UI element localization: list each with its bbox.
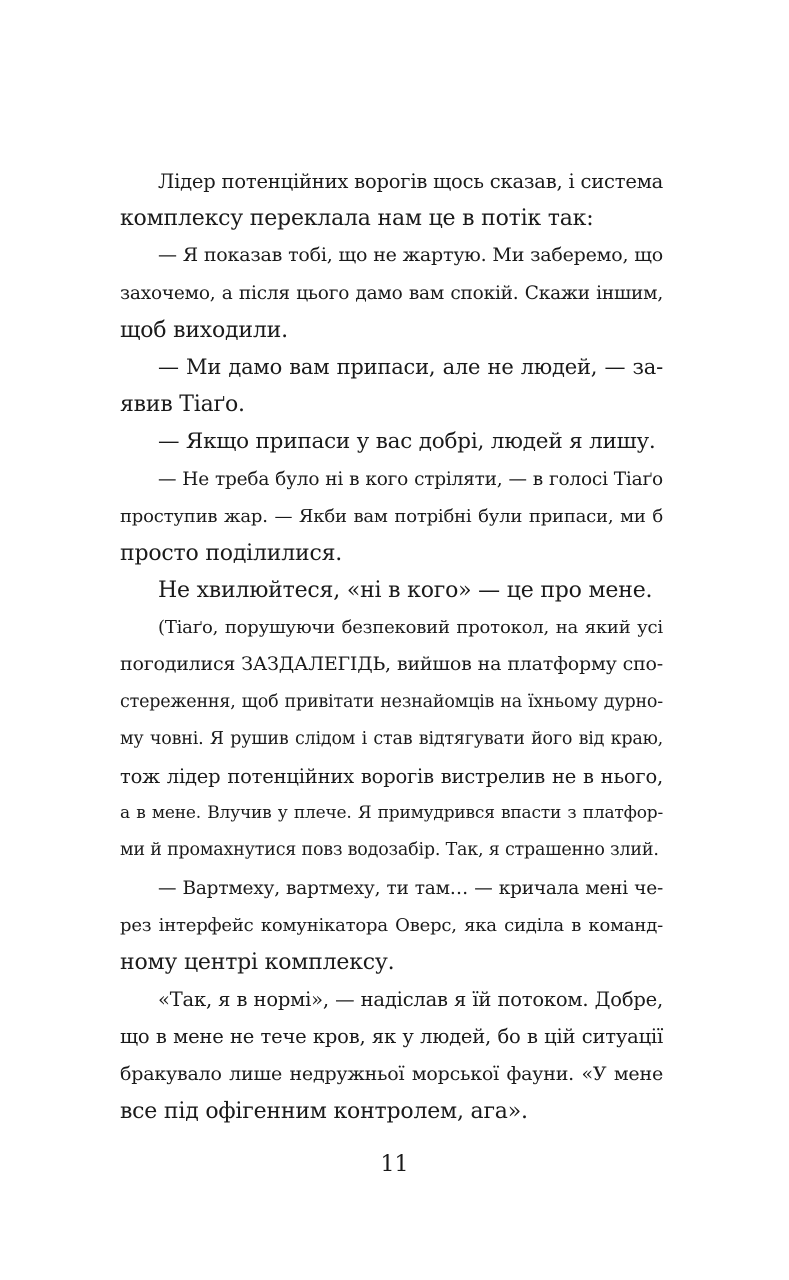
text-line: рез інтерфейс комунікатора Оверс, яка сиділа в команд- — [120, 914, 663, 936]
text-line: щоб виходили. — [120, 317, 288, 343]
text-line: — Якщо припаси у вас добрі, людей я лишу. — [158, 429, 656, 455]
text-line: (Тіаґо, порушуючи безпековий протокол, на який усі — [158, 617, 663, 639]
text-line: му човні. Я рушив слідом і став відтягувати його від краю, — [120, 728, 663, 749]
text-line: «Так, я в нормі», — надіслав я їй потоком. Добре, — [158, 988, 663, 1012]
text-line: стереження, щоб привітати незнайомців на їхньому дурно- — [120, 691, 663, 712]
text-line: Лідер потенційних ворогів щось сказав, і система — [158, 170, 664, 193]
text-line: — Вартмеху, вартмеху, ти там… — кричала мені че- — [158, 877, 663, 899]
text-line: — Не треба було ні в кого стріляти, — в голосі Тіаґо — [158, 468, 663, 490]
text-line: все під офігенним контролем, ага». — [120, 1098, 528, 1124]
page-number: 11 — [380, 1152, 409, 1177]
text-line: а в мене. Влучив у плече. Я примудрився впасти з платфор- — [120, 803, 663, 824]
text-line: — Ми дамо вам припаси, але не людей, — за- — [158, 354, 663, 379]
text-line: ному центрі комплексу. — [120, 949, 395, 975]
text-line: що в мене не тече кров, як у людей, бо в цій ситуації — [120, 1025, 663, 1049]
text-line: тож лідер потенційних ворогів вистрелив не в нього, — [120, 765, 663, 788]
text-line: бракувало лише недружньої морської фауни. «У мене — [120, 1062, 663, 1085]
text-line: просто поділилися. — [120, 540, 343, 566]
text-line: захочемо, а після цього дамо вам спокій. Скажи іншим, — [120, 282, 663, 304]
text-line: погодилися ЗАЗДАЛЕГІДЬ, вийшов на платформу спо- — [120, 653, 663, 676]
text-line: ми й промахнутися повз водозабір. Так, я страшенно злий. — [120, 840, 659, 861]
text-line: Не хвилюйтеся, «ні в кого» — це про мене. — [158, 578, 653, 604]
text-line: комплексу переклала нам це в потік так: — [120, 206, 594, 232]
text-line: — Я показав тобі, що не жартую. Ми заберемо, що — [158, 244, 663, 267]
text-line: явив Тіаґо. — [120, 392, 245, 418]
body-text — [120, 163, 663, 1130]
text-line: проступив жар. — Якби вам потрібні були припаси, ми б — [120, 505, 663, 527]
